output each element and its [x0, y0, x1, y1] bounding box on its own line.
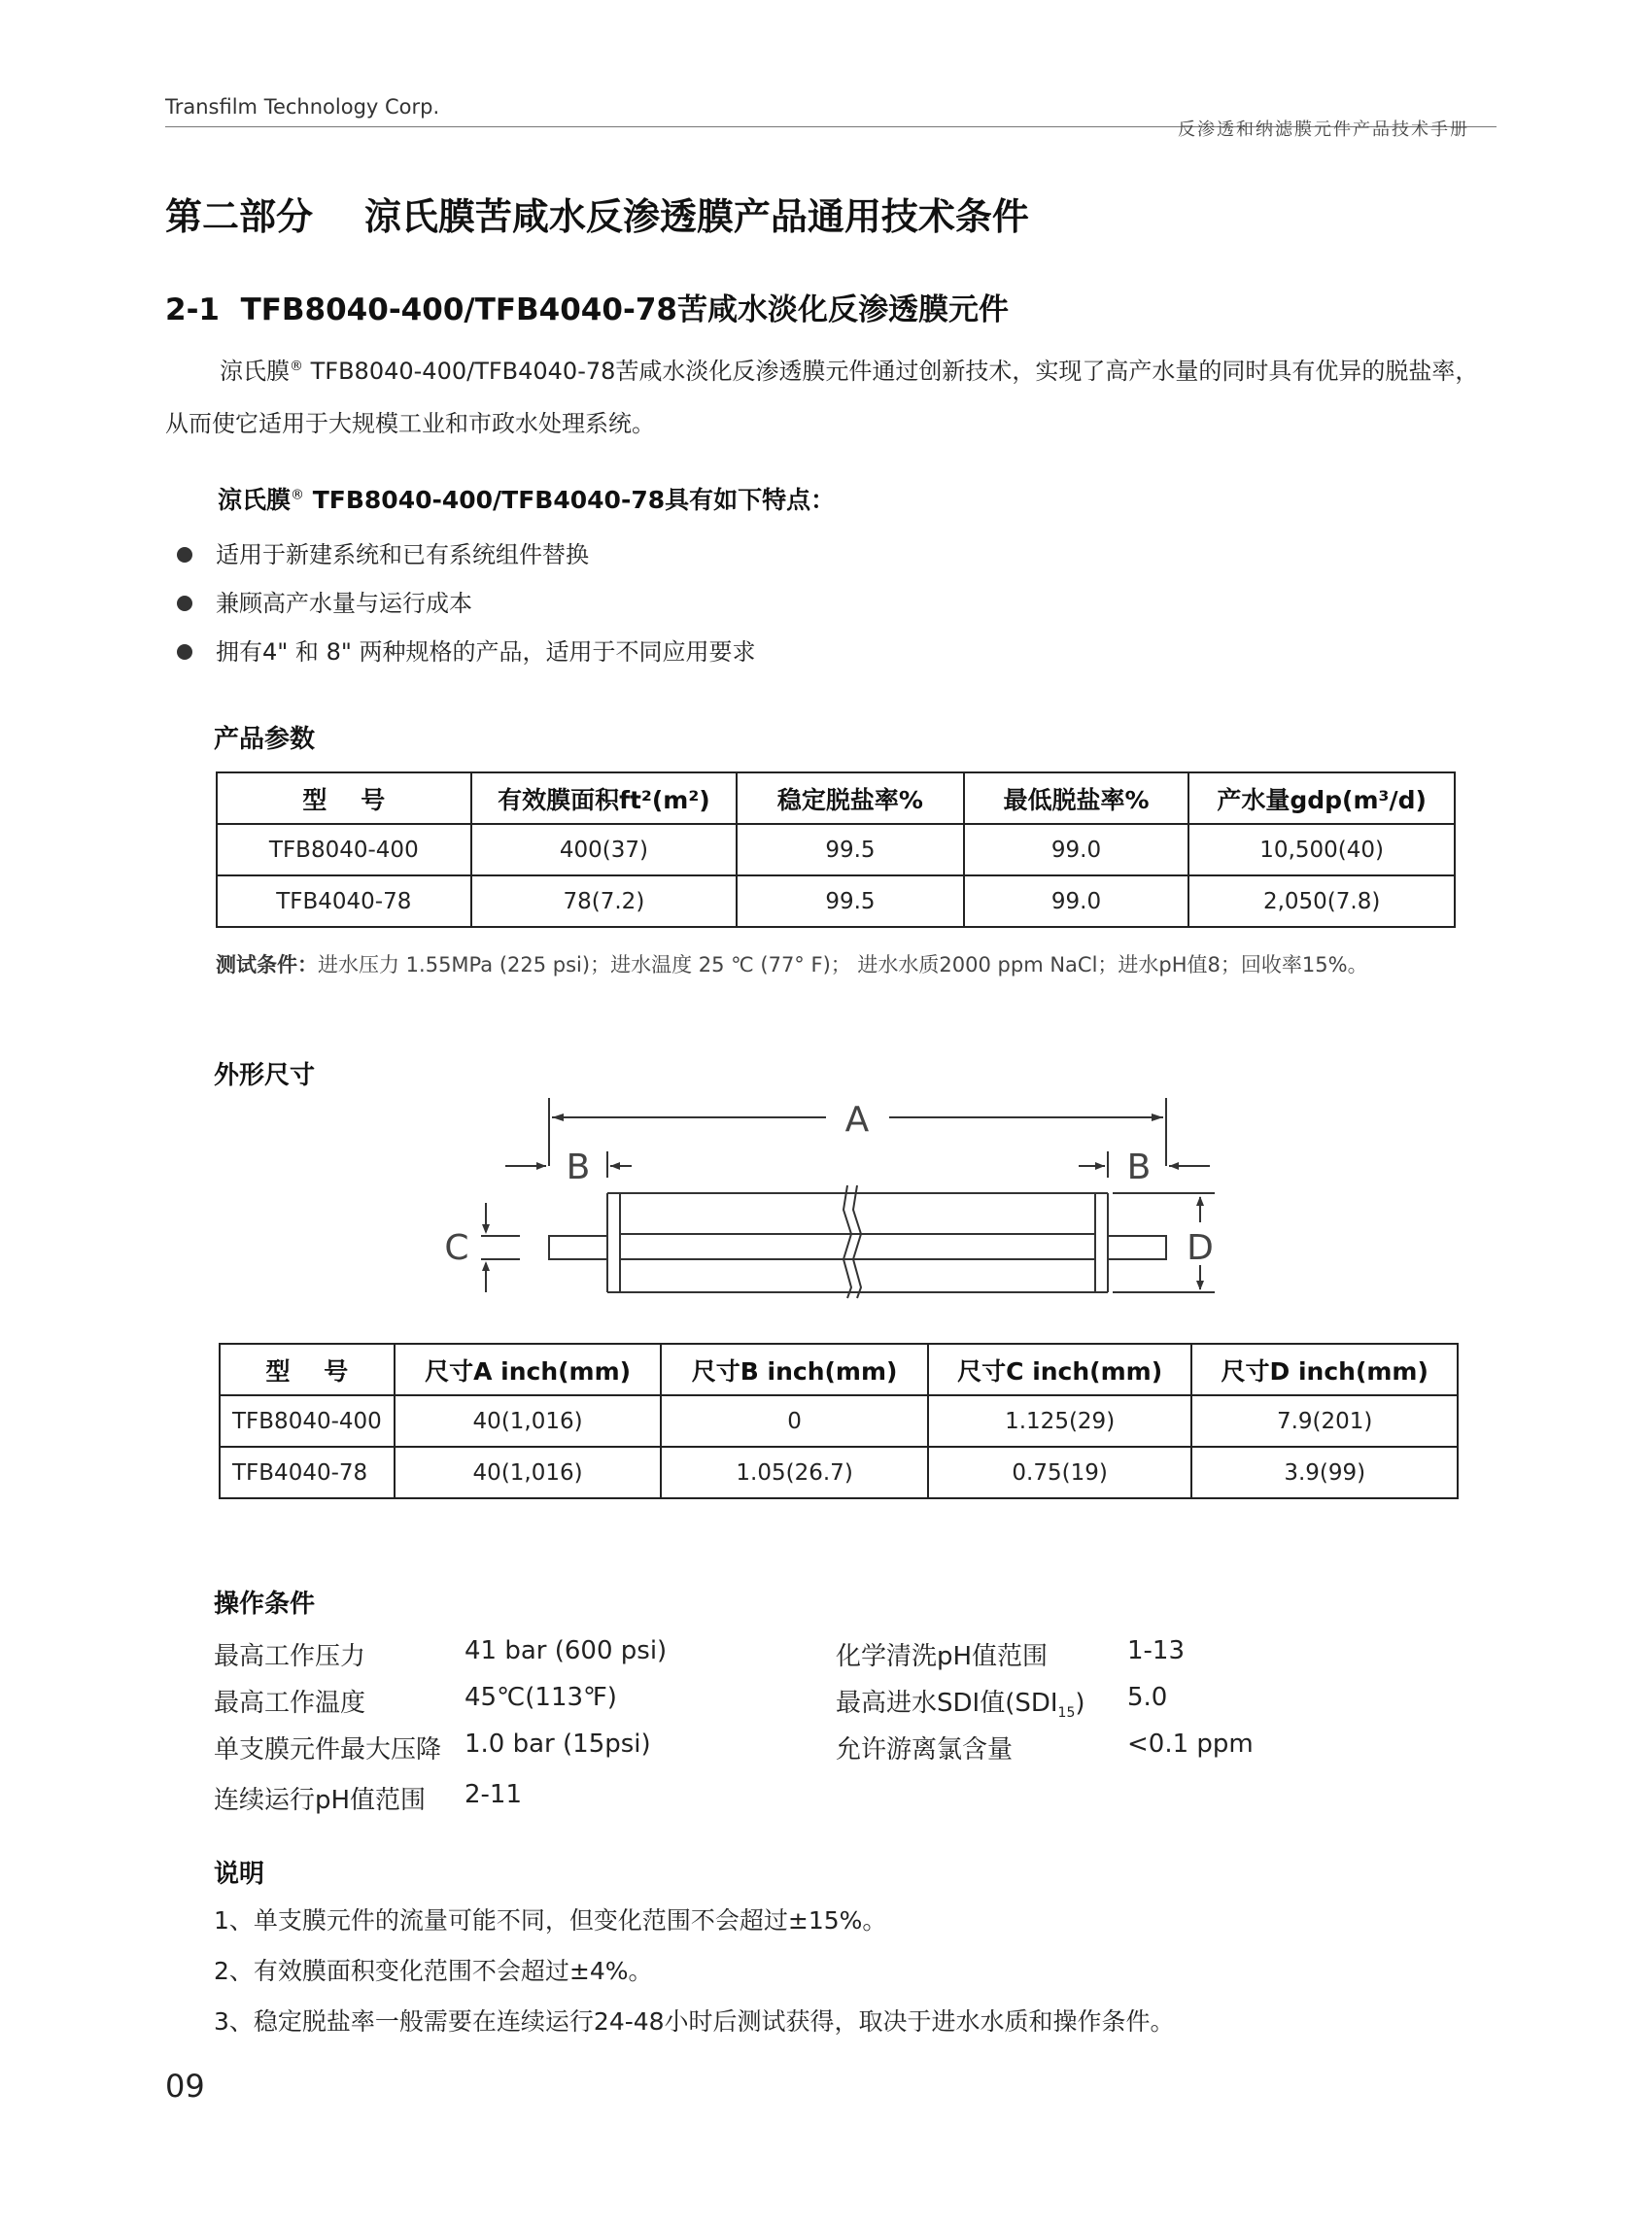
notes-title: 说明 — [214, 1860, 265, 1889]
intro-paragraph — [165, 340, 1497, 450]
registered-mark: ® — [291, 487, 305, 503]
op-value: 41 bar (600 psi) — [465, 1636, 668, 1665]
registered-mark: ® — [290, 359, 303, 374]
table-cell: TFB8040-400 — [220, 1395, 395, 1447]
table-cell: 40(1,016) — [395, 1395, 662, 1447]
dim-label-b-left: B — [566, 1148, 591, 1187]
feature-text: 兼顾高产水量与运行成本 — [216, 590, 472, 617]
header-cell: 有效膜面积ft²(m²) — [471, 772, 738, 824]
op-label-end: ) — [1075, 1689, 1085, 1718]
table-row — [220, 1395, 1458, 1447]
op-value: 2-11 — [465, 1780, 523, 1809]
table-cell: TFB4040-78 — [217, 875, 471, 927]
header-cell: 型 号 — [217, 772, 471, 824]
table-row — [217, 824, 1455, 875]
op-label: 最高进水SDI值(SDI — [836, 1689, 1058, 1718]
table-cell: 99.0 — [964, 824, 1189, 875]
bullet-icon — [177, 547, 192, 563]
dim-label-d: D — [1187, 1228, 1214, 1268]
feature-text: 适用于新建系统和已有系统组件替换 — [216, 541, 589, 568]
dim-label-c: C — [444, 1228, 469, 1268]
features-title — [218, 481, 835, 516]
features-brand: 涼氏膜 — [218, 486, 292, 514]
table-header-row — [217, 772, 1455, 824]
header-cell: 最低脱盐率% — [964, 772, 1189, 824]
op-value: 1.0 bar (15psi) — [465, 1730, 651, 1759]
op-label: 化学清洗pH值范围 — [836, 1642, 1049, 1671]
header-cell: 产水量gdp(m³/d) — [1188, 772, 1455, 824]
header-cell: 稳定脱盐率% — [737, 772, 964, 824]
table-cell: TFB8040-400 — [217, 824, 471, 875]
op-label: 最高工作温度 — [214, 1689, 366, 1718]
intro-text: TFB8040-400/TFB4040-78苦咸水淡化反渗透膜元件通过创新技术，实现了高产水量的同时具有优异的脱盐率，从而使它适用于大规模工业和市政水处理系统。 — [165, 358, 1479, 437]
table-row — [220, 1447, 1458, 1498]
op-label-sdi — [836, 1683, 1085, 1721]
section-title: 2-1 TFB8040-400/TFB4040-78苦咸水淡化反渗透膜元件 — [165, 292, 1009, 327]
product-params-table — [216, 771, 1456, 928]
test-conditions — [216, 949, 1368, 978]
dim-label-a: A — [844, 1100, 870, 1140]
feature-text: 拥有4" 和 8" 两种规格的产品，适用于不同应用要求 — [216, 638, 756, 666]
header-cell: 尺寸D inch(mm) — [1191, 1344, 1458, 1395]
table-cell: 0 — [661, 1395, 928, 1447]
feature-list — [177, 531, 756, 676]
table-cell: 40(1,016) — [395, 1447, 662, 1498]
intro-brand: 涼氏膜 — [220, 358, 290, 385]
table-header-row — [220, 1344, 1458, 1395]
list-item: 1、单支膜元件的流量可能不同，但变化范围不会超过±15%。 — [214, 1906, 887, 1935]
op-row — [214, 1636, 365, 1672]
op-label: 允许游离氯含量 — [836, 1735, 1014, 1764]
header-cell: 尺寸B inch(mm) — [661, 1344, 928, 1395]
bullet-icon — [177, 644, 192, 660]
part-title: 第二部分 涼氏膜苦咸水反渗透膜产品通用技术条件 — [165, 195, 1029, 238]
header-cell: 型 号 — [220, 1344, 395, 1395]
op-value: 1-13 — [1127, 1636, 1186, 1665]
test-conditions-label: 测试条件： — [216, 953, 318, 976]
header-cell: 尺寸A inch(mm) — [395, 1344, 662, 1395]
op-label: 单支膜元件最大压降 — [214, 1735, 442, 1764]
list-item — [177, 531, 756, 579]
list-item: 3、稳定脱盐率一般需要在连续运行24-48小时后测试获得，取决于进水水质和操作条件。 — [214, 2007, 1175, 2036]
table-cell: 78(7.2) — [471, 875, 738, 927]
op-value: 45℃(113℉) — [465, 1683, 617, 1712]
op-label: 连续运行pH值范围 — [214, 1786, 427, 1815]
product-params-title: 产品参数 — [214, 725, 316, 754]
header-cell: 尺寸C inch(mm) — [928, 1344, 1192, 1395]
table-cell: 3.9(99) — [1191, 1447, 1458, 1498]
dimensions-table — [219, 1343, 1459, 1499]
table-row — [217, 875, 1455, 927]
test-conditions-text: 进水压力 1.55MPa (225 psi)；进水温度 25 ℃ (77° F)； 进水水质2000 ppm NaCl；进水pH值8；回收率15%。 — [318, 953, 1368, 976]
op-value: 5.0 — [1127, 1683, 1168, 1712]
table-cell: 99.5 — [737, 875, 964, 927]
table-cell: 99.0 — [964, 875, 1189, 927]
element-dimension-diagram — [428, 1088, 1224, 1302]
operating-title: 操作条件 — [214, 1590, 316, 1619]
op-label-subscript: 15 — [1057, 1705, 1076, 1722]
list-item: 2、有效膜面积变化范围不会超过±4%。 — [214, 1957, 653, 1985]
table-cell: TFB4040-78 — [220, 1447, 395, 1498]
table-cell: 7.9(201) — [1191, 1395, 1458, 1447]
page-number: 09 — [165, 2068, 205, 2105]
table-cell: 99.5 — [737, 824, 964, 875]
manual-title: 反渗透和纳滤膜元件产品技术手册 — [1178, 120, 1469, 140]
dim-label-b-right: B — [1126, 1148, 1152, 1187]
list-item — [177, 579, 756, 628]
company-name: Transfilm Technology Corp. — [165, 95, 440, 119]
table-cell: 2,050(7.8) — [1188, 875, 1455, 927]
table-cell: 1.125(29) — [928, 1395, 1192, 1447]
table-cell: 0.75(19) — [928, 1447, 1192, 1498]
bullet-icon — [177, 596, 192, 611]
table-cell: 400(37) — [471, 824, 738, 875]
table-cell: 10,500(40) — [1188, 824, 1455, 875]
dimensions-title: 外形尺寸 — [214, 1061, 316, 1090]
op-label: 最高工作压力 — [214, 1642, 366, 1671]
table-cell: 1.05(26.7) — [661, 1447, 928, 1498]
op-value: <0.1 ppm — [1127, 1730, 1254, 1759]
features-title-text: TFB8040-400/TFB4040-78具有如下特点： — [304, 486, 836, 514]
list-item — [177, 628, 756, 676]
